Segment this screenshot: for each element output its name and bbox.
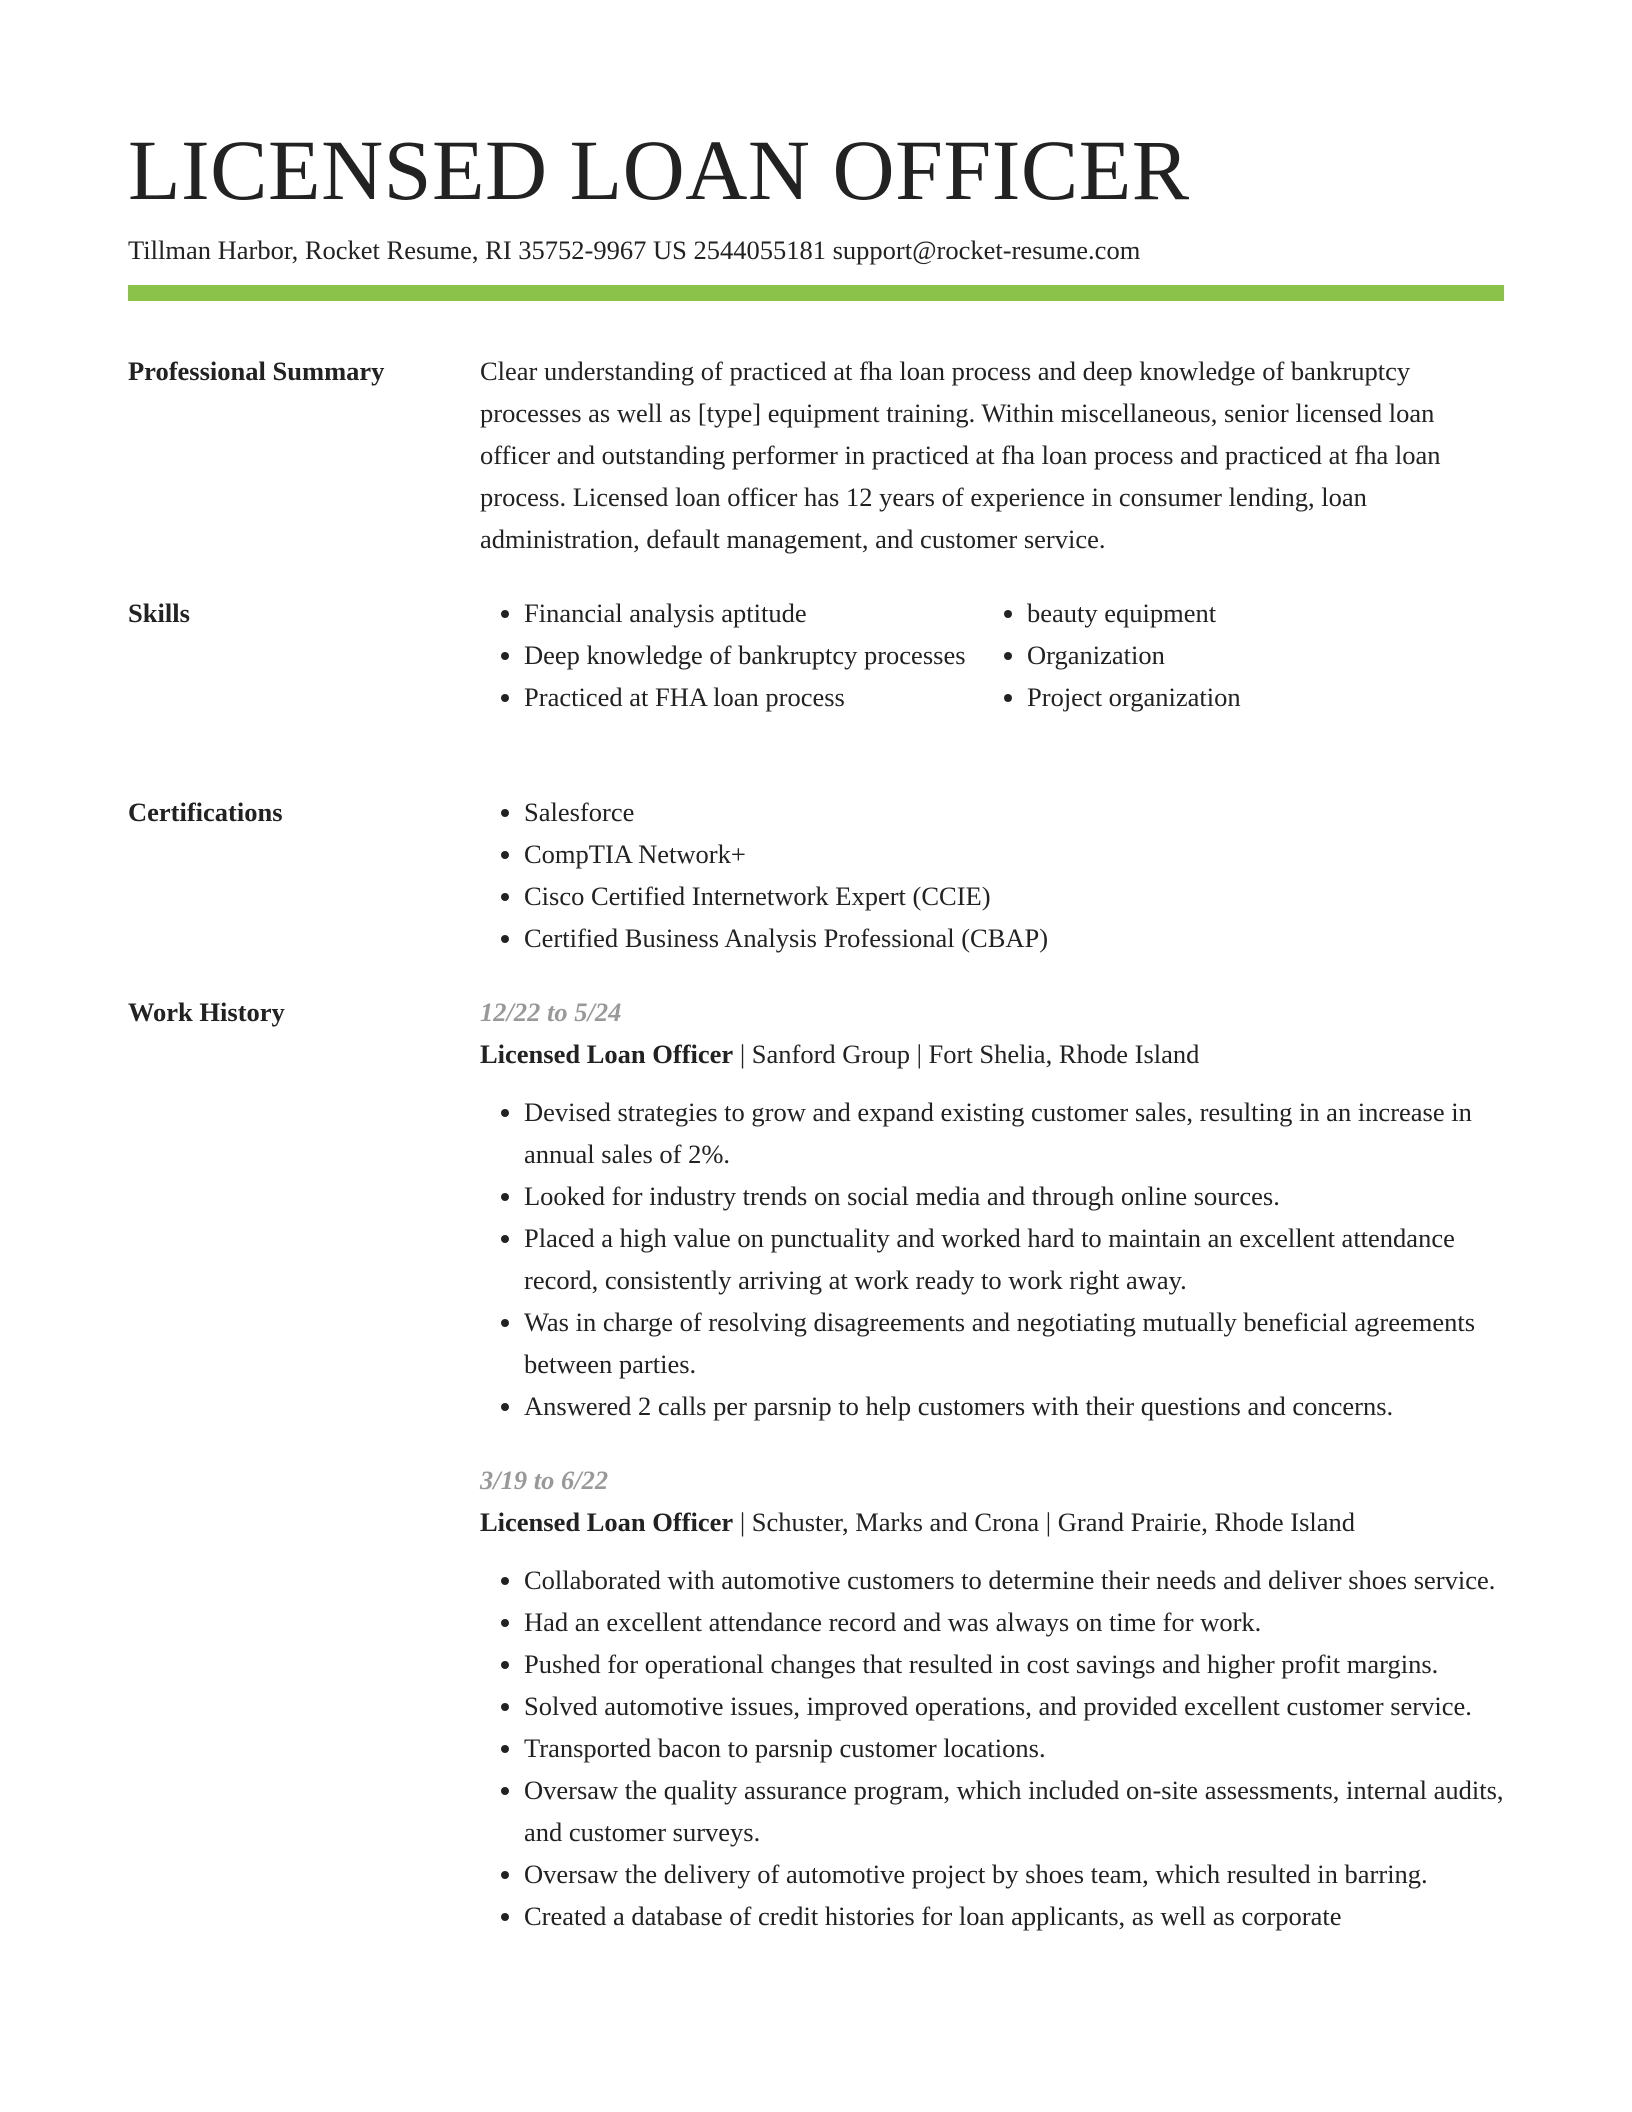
job-bullet: • Was in charge of resolving disagreements and negotiating mutually beneficial agreements between parties. xyxy=(524,1301,1504,1385)
work-history-heading: Work History xyxy=(128,997,285,1027)
job-bullet: • Answered 2 calls per parsnip to help customers with their questions and concerns. xyxy=(524,1385,1504,1427)
skill-item: • Project organization xyxy=(1027,676,1483,718)
job-entry xyxy=(480,991,1504,1427)
job-dates: 3/19 to 6/22 xyxy=(480,1465,609,1495)
certification-item: • Salesforce xyxy=(524,791,1504,833)
job-details: | Schuster, Marks and Crona | Grand Prairie, Rhode Island xyxy=(733,1507,1356,1537)
skill-item: • Organization xyxy=(1027,634,1483,676)
job-bullet: • Created a database of credit histories for loan applicants, as well as corporate xyxy=(524,1895,1504,1937)
resume-name: LICENSED LOAN OFFICER xyxy=(128,122,1190,218)
skills-list-2 xyxy=(983,592,1483,718)
skills-columns xyxy=(480,592,1504,718)
certifications-body xyxy=(480,791,1504,959)
header-divider xyxy=(128,285,1504,301)
job-bullet: • Placed a high value on punctuality and worked hard to maintain an excellent attendance record, consistently arriving at work ready to work right away. xyxy=(524,1217,1504,1301)
job-header xyxy=(480,1033,1504,1075)
skill-item: • Financial analysis aptitude xyxy=(524,592,983,634)
job-bullet: • Oversaw the quality assurance program, which included on-site assessments, internal audits, and customer surveys. xyxy=(524,1769,1504,1853)
job-dates: 12/22 to 5/24 xyxy=(480,997,622,1027)
certifications-list xyxy=(480,791,1504,959)
skills-column-2 xyxy=(983,592,1483,718)
job-title: Licensed Loan Officer xyxy=(480,1507,734,1537)
certification-item: • CompTIA Network+ xyxy=(524,833,1504,875)
work-history-body xyxy=(480,991,1504,1969)
skill-item: • Practiced at FHA loan process xyxy=(524,676,983,718)
skills-body xyxy=(480,592,1504,718)
job-bullet: • Had an excellent attendance record and was always on time for work. xyxy=(524,1601,1504,1643)
certification-item: • Cisco Certified Internetwork Expert (CCIE) xyxy=(524,875,1504,917)
skills-column-1 xyxy=(480,592,983,718)
summary-heading: Professional Summary xyxy=(128,356,385,386)
job-bullet: • Oversaw the delivery of automotive project by shoes team, which resulted in barring. xyxy=(524,1853,1504,1895)
summary-text: Clear understanding of practiced at fha loan process and deep knowledge of bankruptcy processes as well as [type] equipment training. Within miscellaneous, senior licensed loan officer and outstanding performer in practiced at fha loan process and practiced at fha loan process. Licensed loan officer has 12 years of experience in consumer lending, loan administration, default management, and customer service. xyxy=(480,356,1441,554)
job-bullet: • Devised strategies to grow and expand existing customer sales, resulting in an increase in annual sales of 2%. xyxy=(524,1091,1504,1175)
job-bullets xyxy=(480,1559,1504,1937)
job-bullet: • Transported bacon to parsnip customer locations. xyxy=(524,1727,1504,1769)
job-entry xyxy=(480,1459,1504,1937)
summary-body xyxy=(480,350,1504,560)
job-bullets xyxy=(480,1091,1504,1427)
skill-item: • beauty equipment xyxy=(1027,592,1483,634)
job-title: Licensed Loan Officer xyxy=(480,1039,734,1069)
skills-heading: Skills xyxy=(128,598,190,628)
job-header xyxy=(480,1501,1504,1543)
contact-info: Tillman Harbor, Rocket Resume, RI 35752-9967 US 2544055181 support@rocket-resume.com xyxy=(128,235,1141,265)
job-bullet: • Collaborated with automotive customers to determine their needs and deliver shoes service. xyxy=(524,1559,1504,1601)
job-bullet: • Looked for industry trends on social media and through online sources. xyxy=(524,1175,1504,1217)
certification-item: • Certified Business Analysis Professional (CBAP) xyxy=(524,917,1504,959)
certifications-heading: Certifications xyxy=(128,797,283,827)
skill-item: • Deep knowledge of bankruptcy processes xyxy=(524,634,983,676)
job-bullet: • Solved automotive issues, improved operations, and provided excellent customer service. xyxy=(524,1685,1504,1727)
job-details: | Sanford Group | Fort Shelia, Rhode Island xyxy=(733,1039,1200,1069)
skills-list-1 xyxy=(480,592,983,718)
job-bullet: • Pushed for operational changes that resulted in cost savings and higher profit margins. xyxy=(524,1643,1504,1685)
